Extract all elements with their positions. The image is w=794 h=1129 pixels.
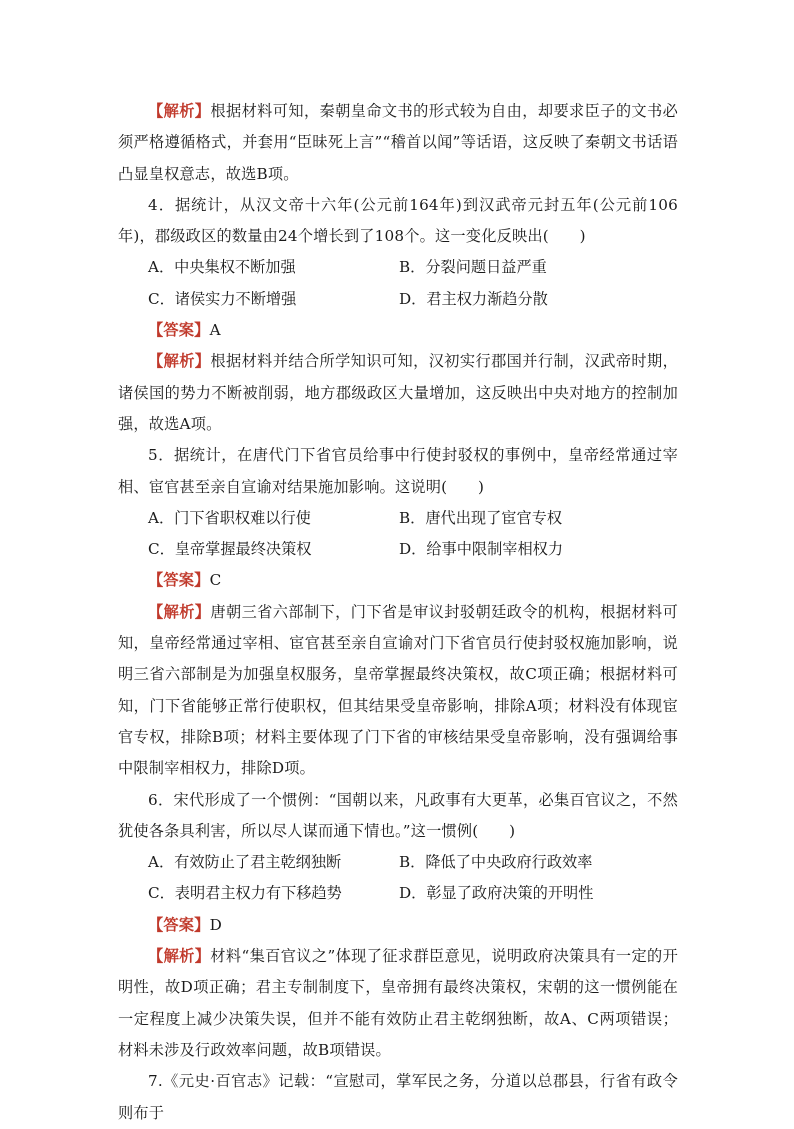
- options-group: [118, 252, 678, 315]
- answer-text: A: [209, 321, 221, 340]
- analysis-text: 根据材料可知，秦朝皇命文书的形式较为自由，却要求臣子的文书必须严格遵循格式，并套用“臣昧死上言”“稽首以闻”等话语，这反映了秦朝文书话语凸显皇权意志，故选B项。: [118, 102, 679, 183]
- question-paragraph: [118, 440, 678, 503]
- analysis-tag: 【解析】: [148, 102, 211, 120]
- analysis-tag: 【解析】: [148, 352, 211, 371]
- document-content: [118, 96, 678, 1129]
- question-paragraph: [118, 785, 678, 848]
- question-text: 7.《元史·百官志》记载：“宣慰司，掌军民之务，分道以总郡县，行省有政令则布于: [118, 1072, 678, 1122]
- answer-tag: 【答案】: [148, 915, 210, 934]
- answer-text: C: [209, 571, 222, 590]
- option-item: C．表明君主权力有下移趋势: [148, 884, 342, 903]
- option-item: A．中央集权不断加强: [148, 258, 296, 277]
- analysis-paragraph: [118, 96, 678, 190]
- option-item: D．给事中限制宰相权力: [399, 540, 564, 559]
- answer-tag: 【答案】: [148, 321, 210, 340]
- option-item: C．诸侯实力不断增强: [148, 289, 297, 308]
- option-item: B．降低了中央政府行政效率: [399, 853, 593, 872]
- answer-tag: 【答案】: [148, 571, 210, 590]
- option-item: D．君主权力渐趋分散: [399, 289, 548, 308]
- option-item: D．彰显了政府决策的开明性: [399, 884, 594, 903]
- analysis-tag: 【解析】: [148, 947, 211, 966]
- question-paragraph: [118, 190, 678, 253]
- option-item: C．皇帝掌握最终决策权: [148, 540, 312, 559]
- question-text: 4．据统计，从汉文帝十六年(公元前164年)到汉武帝元封五年(公元前106年)，郡级政区的数量由24个增长到了108个。这一变化反映出( ): [118, 195, 678, 246]
- question-text: 5．据统计，在唐代门下省官员给事中行使封驳权的事例中，皇帝经常通过宰相、宦官甚至亲自宣谕对结果施加影响。这说明( ): [118, 446, 678, 496]
- options-group: [118, 847, 678, 910]
- analysis-tag: 【解析】: [148, 602, 211, 621]
- answer-paragraph: [118, 315, 678, 346]
- analysis-paragraph: [118, 346, 678, 440]
- options-group: [118, 503, 678, 566]
- answer-paragraph: [118, 565, 678, 596]
- question-text: 6．宋代形成了一个惯例：“国朝以来，凡政事有大更革，必集百官议之，不然犹使各条具利害，所以尽人谋而通下情也。”这一惯例( ): [118, 790, 678, 840]
- analysis-text: 唐朝三省六部制下，门下省是审议封驳朝廷政令的机构，根据材料可知，皇帝经常通过宰相、宦官甚至亲自宣谕对门下省官员行使封驳权施加影响，说明三省六部制是为加强皇权服务，皇帝掌握最终决策权，故C项正确；根据材料可知，门下省能够正常行使职权，但其结果受皇帝影响，排除A项；材料没有体现宦官专权，排除B项；材料主要体现了门下省的审核结果受皇帝影响，没有强调给事中限制宰相权力，排除D项。: [118, 602, 679, 778]
- option-item: B．唐代出现了宦官专权: [399, 508, 563, 527]
- answer-text: D: [209, 915, 222, 934]
- analysis-text: 根据材料并结合所学知识可知，汉初实行郡国并行制，汉武帝时期，诸侯国的势力不断被削弱，地方郡级政区大量增加，这反映出中央对地方的控制加强，故选A项。: [118, 352, 679, 433]
- analysis-paragraph: [118, 941, 678, 1066]
- question-paragraph: [118, 1066, 678, 1129]
- analysis-paragraph: [118, 597, 678, 785]
- answer-paragraph: [118, 910, 678, 941]
- option-item: A．有效防止了君主乾纲独断: [148, 853, 342, 872]
- option-item: B．分裂问题日益严重: [399, 258, 547, 277]
- analysis-text: 材料“集百官议之”体现了征求群臣意见，说明政府决策具有一定的开明性，故D项正确；君主专制制度下，皇帝拥有最终决策权，宋朝的这一惯例能在一定程度上减少决策失误，但并不能有效防止君主乾纲独断，故A、C两项错误；材料未涉及行政效率问题，故B项错误。: [118, 947, 678, 1059]
- option-item: A．门下省职权难以行使: [148, 508, 311, 527]
